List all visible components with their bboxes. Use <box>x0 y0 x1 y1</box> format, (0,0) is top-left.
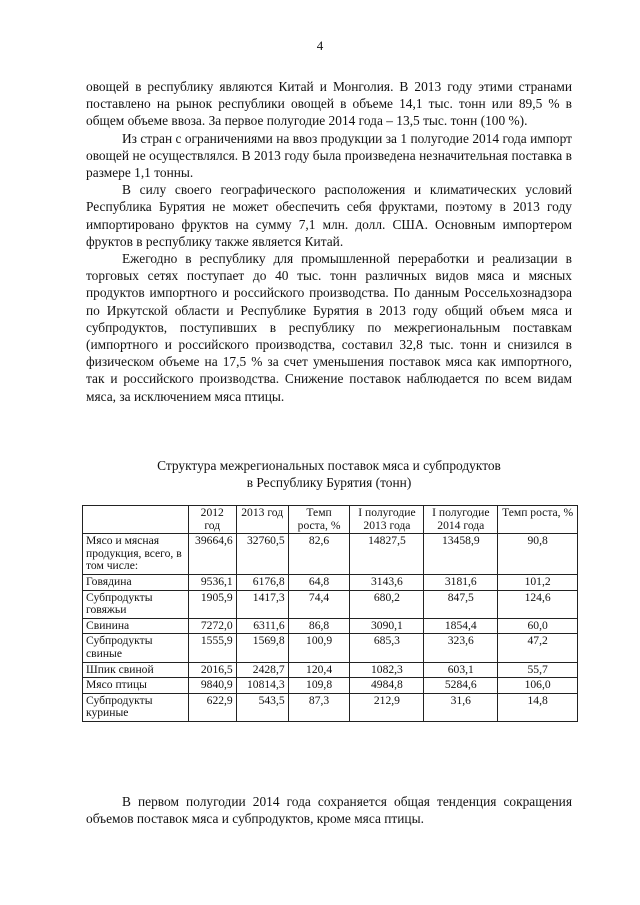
header-cell: 2012 год <box>188 506 236 534</box>
cell-h1-2013: 685,3 <box>350 634 424 662</box>
cell-2013: 2428,7 <box>236 662 288 678</box>
cell-2012: 9840,9 <box>188 678 236 694</box>
cell-2013: 32760,5 <box>236 534 288 575</box>
cell-2012: 9536,1 <box>188 574 236 590</box>
cell-2013: 1417,3 <box>236 590 288 618</box>
cell-growth-half: 55,7 <box>498 662 578 678</box>
cell-h1-2014: 323,6 <box>424 634 498 662</box>
header-cell: Темп роста, % <box>498 506 578 534</box>
cell-h1-2014: 31,6 <box>424 693 498 721</box>
cell-2013: 6311,6 <box>236 618 288 634</box>
table-row <box>83 634 578 662</box>
meat-supply-table <box>82 505 578 722</box>
row-label: Субпродукты говяжьи <box>83 590 189 618</box>
cell-growth-year: 109,8 <box>288 678 350 694</box>
cell-growth-half: 47,2 <box>498 634 578 662</box>
table-row <box>83 534 578 575</box>
cell-2013: 1569,8 <box>236 634 288 662</box>
row-label: Мясо птицы <box>83 678 189 694</box>
row-label: Говядина <box>83 574 189 590</box>
table-row <box>83 662 578 678</box>
cell-growth-half: 60,0 <box>498 618 578 634</box>
cell-h1-2014: 847,5 <box>424 590 498 618</box>
cell-h1-2014: 1854,4 <box>424 618 498 634</box>
table-row <box>83 618 578 634</box>
header-cell: Темп роста, % <box>288 506 350 534</box>
cell-h1-2013: 680,2 <box>350 590 424 618</box>
cell-growth-year: 120,4 <box>288 662 350 678</box>
paragraph: Из стран с ограничениями на ввоз продукции за 1 полугодие 2014 года импорт овощей не осуществлялся. В 2013 году была произведена незначительная поставка в размере 1,1 тонны. <box>86 130 572 181</box>
row-label: Субпродукты свиные <box>83 634 189 662</box>
table-header-row <box>83 506 578 534</box>
cell-growth-year: 87,3 <box>288 693 350 721</box>
cell-2013: 6176,8 <box>236 574 288 590</box>
row-label: Свинина <box>83 618 189 634</box>
cell-2012: 622,9 <box>188 693 236 721</box>
cell-2012: 7272,0 <box>188 618 236 634</box>
cell-2012: 1555,9 <box>188 634 236 662</box>
cell-2012: 1905,9 <box>188 590 236 618</box>
cell-growth-year: 82,6 <box>288 534 350 575</box>
cell-growth-half: 90,8 <box>498 534 578 575</box>
table-row <box>83 693 578 721</box>
cell-h1-2013: 1082,3 <box>350 662 424 678</box>
row-label: Субпродукты куриные <box>83 693 189 721</box>
cell-2012: 39664,6 <box>188 534 236 575</box>
paragraph: В силу своего географического расположения и климатических условий Республика Бурятия не может обеспечить себя фруктами, поэтому в 2013 году импортировано фруктов на сумму 7,1 млн. долл. США. Основным импортером фруктов в республику также является Китай. <box>86 182 572 249</box>
cell-growth-half: 124,6 <box>498 590 578 618</box>
cell-h1-2014: 5284,6 <box>424 678 498 694</box>
table-caption-line: Структура межрегиональных поставок мяса и субпродуктов <box>157 458 501 473</box>
row-label: Шпик свиной <box>83 662 189 678</box>
table-row <box>83 678 578 694</box>
header-cell: I полугодие 2014 года <box>424 506 498 534</box>
cell-2012: 2016,5 <box>188 662 236 678</box>
cell-2013: 10814,3 <box>236 678 288 694</box>
paragraph: овощей в республику являются Китай и Монголия. В 2013 году этими странами поставлено на рынок республики овощей в объеме 14,1 тыс. тонн или 89,5 % в общем объеме ввоза. За первое полугодие 2014 года – 13,5 тыс. тонн (100 %). <box>86 79 572 129</box>
cell-h1-2013: 4984,8 <box>350 678 424 694</box>
cell-growth-year: 100,9 <box>288 634 350 662</box>
cell-h1-2013: 3090,1 <box>350 618 424 634</box>
page-number: 4 <box>316 38 324 53</box>
cell-h1-2013: 14827,5 <box>350 534 424 575</box>
header-cell: I полугодие 2013 года <box>350 506 424 534</box>
paragraph: В первом полугодии 2014 года сохраняется общая тенденция сокращения объемов поставок мяса и субпродуктов, кроме мяса птицы. <box>86 794 572 827</box>
table-row <box>83 590 578 618</box>
body-text <box>86 78 572 405</box>
closing-text <box>86 793 572 827</box>
cell-h1-2013: 212,9 <box>350 693 424 721</box>
table-caption-line: в Республику Бурятия (тонн) <box>246 475 412 490</box>
header-cell: 2013 год <box>236 506 288 534</box>
cell-growth-year: 74,4 <box>288 590 350 618</box>
cell-2013: 543,5 <box>236 693 288 721</box>
cell-growth-half: 14,8 <box>498 693 578 721</box>
row-label: Мясо и мясная продукция, всего, в том числе: <box>83 534 189 575</box>
table-caption <box>86 457 572 491</box>
cell-growth-half: 101,2 <box>498 574 578 590</box>
cell-growth-year: 86,8 <box>288 618 350 634</box>
table-row <box>83 574 578 590</box>
header-cell <box>83 506 189 534</box>
cell-h1-2014: 3181,6 <box>424 574 498 590</box>
cell-h1-2014: 13458,9 <box>424 534 498 575</box>
cell-h1-2014: 603,1 <box>424 662 498 678</box>
cell-growth-half: 106,0 <box>498 678 578 694</box>
cell-growth-year: 64,8 <box>288 574 350 590</box>
cell-h1-2013: 3143,6 <box>350 574 424 590</box>
paragraph: Ежегодно в республику для промышленной переработки и реализации в торговых сетях поступает до 40 тыс. тонн различных видов мяса и мясных продуктов импортного и российского производства. По данным Россельхознадзора по Иркутской области и Республике Бурятия в 2013 году общий объем мяса и субпродуктов, поступивших в республику по межрегиональным поставкам (импортного и российского производства, составил 32,8 тыс. тонн и снизился в физическом объеме на 17,5 % за счет уменьшения поставок мяса как импортного, так и российского производства. Снижение поставок наблюдается по всем видам мяса, за исключением мяса птицы. <box>86 251 572 404</box>
